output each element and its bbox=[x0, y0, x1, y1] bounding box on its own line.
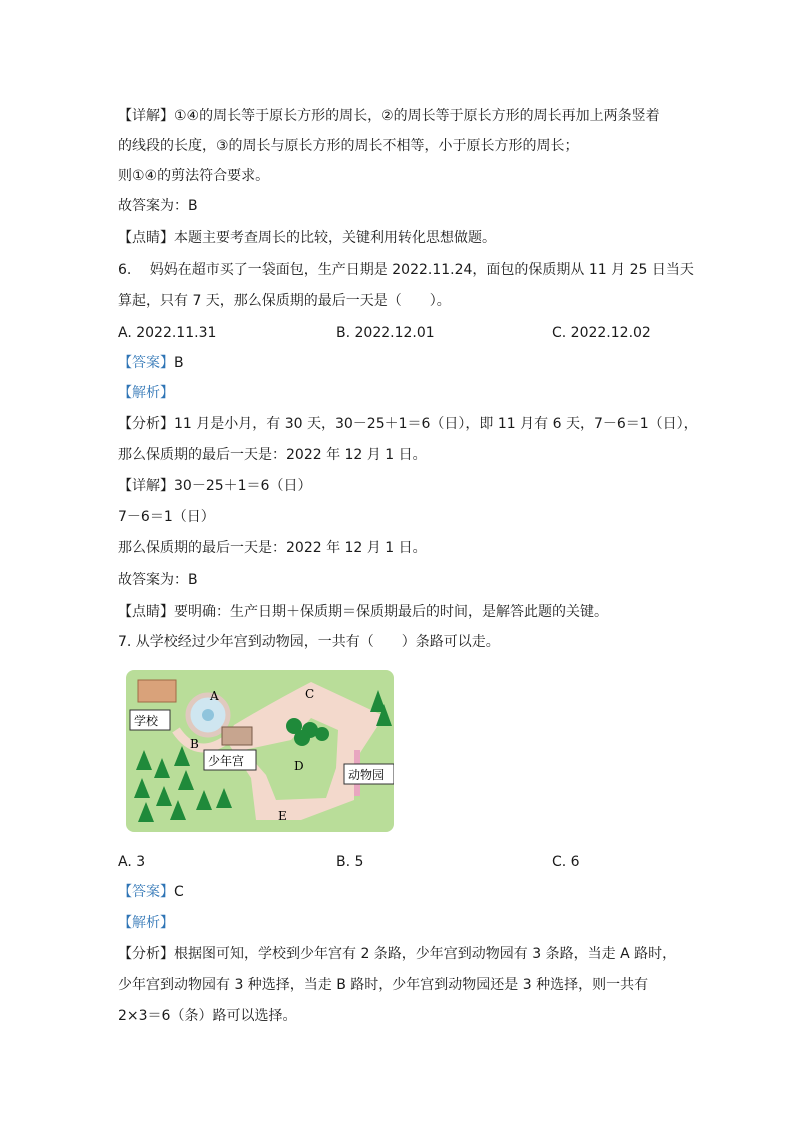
question-6-line-2: 算起，只有 7 天，那么保质期的最后一天是（ ）。 bbox=[118, 293, 451, 309]
q7-option-a: A. 3 bbox=[118, 854, 146, 870]
detail-line-3: 则①④的剪法符合要求。 bbox=[118, 168, 270, 184]
fountain-center bbox=[202, 709, 214, 721]
q7-analysis-line-2: 少年宫到动物园有 3 种选择，当走 B 路时，少年宫到动物园还是 3 种选择，则一共有 bbox=[118, 977, 649, 993]
road-label-d: D bbox=[294, 759, 304, 773]
final-answer-5: 故答案为：B bbox=[118, 198, 198, 214]
detail-line-1: 【详解】①④的周长等于原长方形的周长，②的周长等于原长方形的周长再加上两条竖着 bbox=[118, 108, 660, 124]
palace-label: 少年宫 bbox=[208, 754, 245, 768]
q7-analysis-line-3: 2×3＝6（条）路可以选择。 bbox=[118, 1008, 297, 1024]
q6-analysis-line-2: 那么保质期的最后一天是：2022 年 12 月 1 日。 bbox=[118, 447, 427, 463]
key-point-5: 【点睛】本题主要考查周长的比较，关键利用转化思想做题。 bbox=[118, 230, 496, 246]
zoo-label: 动物园 bbox=[348, 768, 385, 782]
q6-detail-line-2: 7－6＝1（日） bbox=[118, 509, 215, 525]
q6-key-point: 【点睛】要明确：生产日期＋保质期＝保质期最后的时间，是解答此题的关键。 bbox=[118, 604, 608, 620]
q7-analysis-line-1: 【分析】根据图可知，学校到少年宫有 2 条路，少年宫到动物园有 3 条路，当走 A 路时， bbox=[118, 946, 677, 962]
road-label-a: A bbox=[210, 689, 219, 703]
answer-label: 【答案】 bbox=[118, 884, 174, 900]
school-label: 学校 bbox=[134, 714, 159, 728]
answer-value: B bbox=[174, 355, 184, 371]
q6-option-c: C. 2022.12.02 bbox=[552, 325, 651, 341]
answer-label: 【答案】 bbox=[118, 355, 174, 371]
question-6-line-1: 6. 妈妈在超市买了一袋面包，生产日期是 2022.11.24，面包的保质期从 11 月 25 日当天 bbox=[118, 262, 694, 278]
route-map bbox=[126, 670, 394, 832]
q6-detail-line-3: 那么保质期的最后一天是：2022 年 12 月 1 日。 bbox=[118, 540, 427, 556]
detail-line-2: 的线段的长度，③的周长与原长方形的周长不相等，小于原长方形的周长； bbox=[118, 138, 579, 154]
q6-option-a: A. 2022.11.31 bbox=[118, 325, 217, 341]
q7-option-b: B. 5 bbox=[336, 854, 364, 870]
route-map-svg bbox=[126, 670, 394, 832]
answer-value: C bbox=[174, 884, 184, 900]
question-7: 7. 从学校经过少年宫到动物园，一共有（ ）条路可以走。 bbox=[118, 634, 500, 650]
palace-building bbox=[222, 727, 252, 745]
school-building bbox=[138, 680, 176, 702]
q7-analysis-label: 【解析】 bbox=[118, 915, 174, 931]
q7-answer bbox=[118, 882, 184, 902]
q6-option-b: B. 2022.12.01 bbox=[336, 325, 435, 341]
q6-analysis-line-1: 【分析】11 月是小月，有 30 天，30－25＋1＝6（日），即 11 月有 6 天，7－6＝1（日）， bbox=[118, 416, 698, 432]
q6-analysis-label: 【解析】 bbox=[118, 385, 174, 401]
q6-detail-line-1: 【详解】30－25＋1＝6（日） bbox=[118, 478, 312, 494]
road-label-c: C bbox=[305, 687, 315, 701]
q6-answer bbox=[118, 353, 184, 373]
q7-option-c: C. 6 bbox=[552, 854, 580, 870]
road-label-b: B bbox=[190, 737, 199, 751]
q6-final-answer: 故答案为：B bbox=[118, 572, 198, 588]
road-label-e: E bbox=[278, 809, 287, 823]
